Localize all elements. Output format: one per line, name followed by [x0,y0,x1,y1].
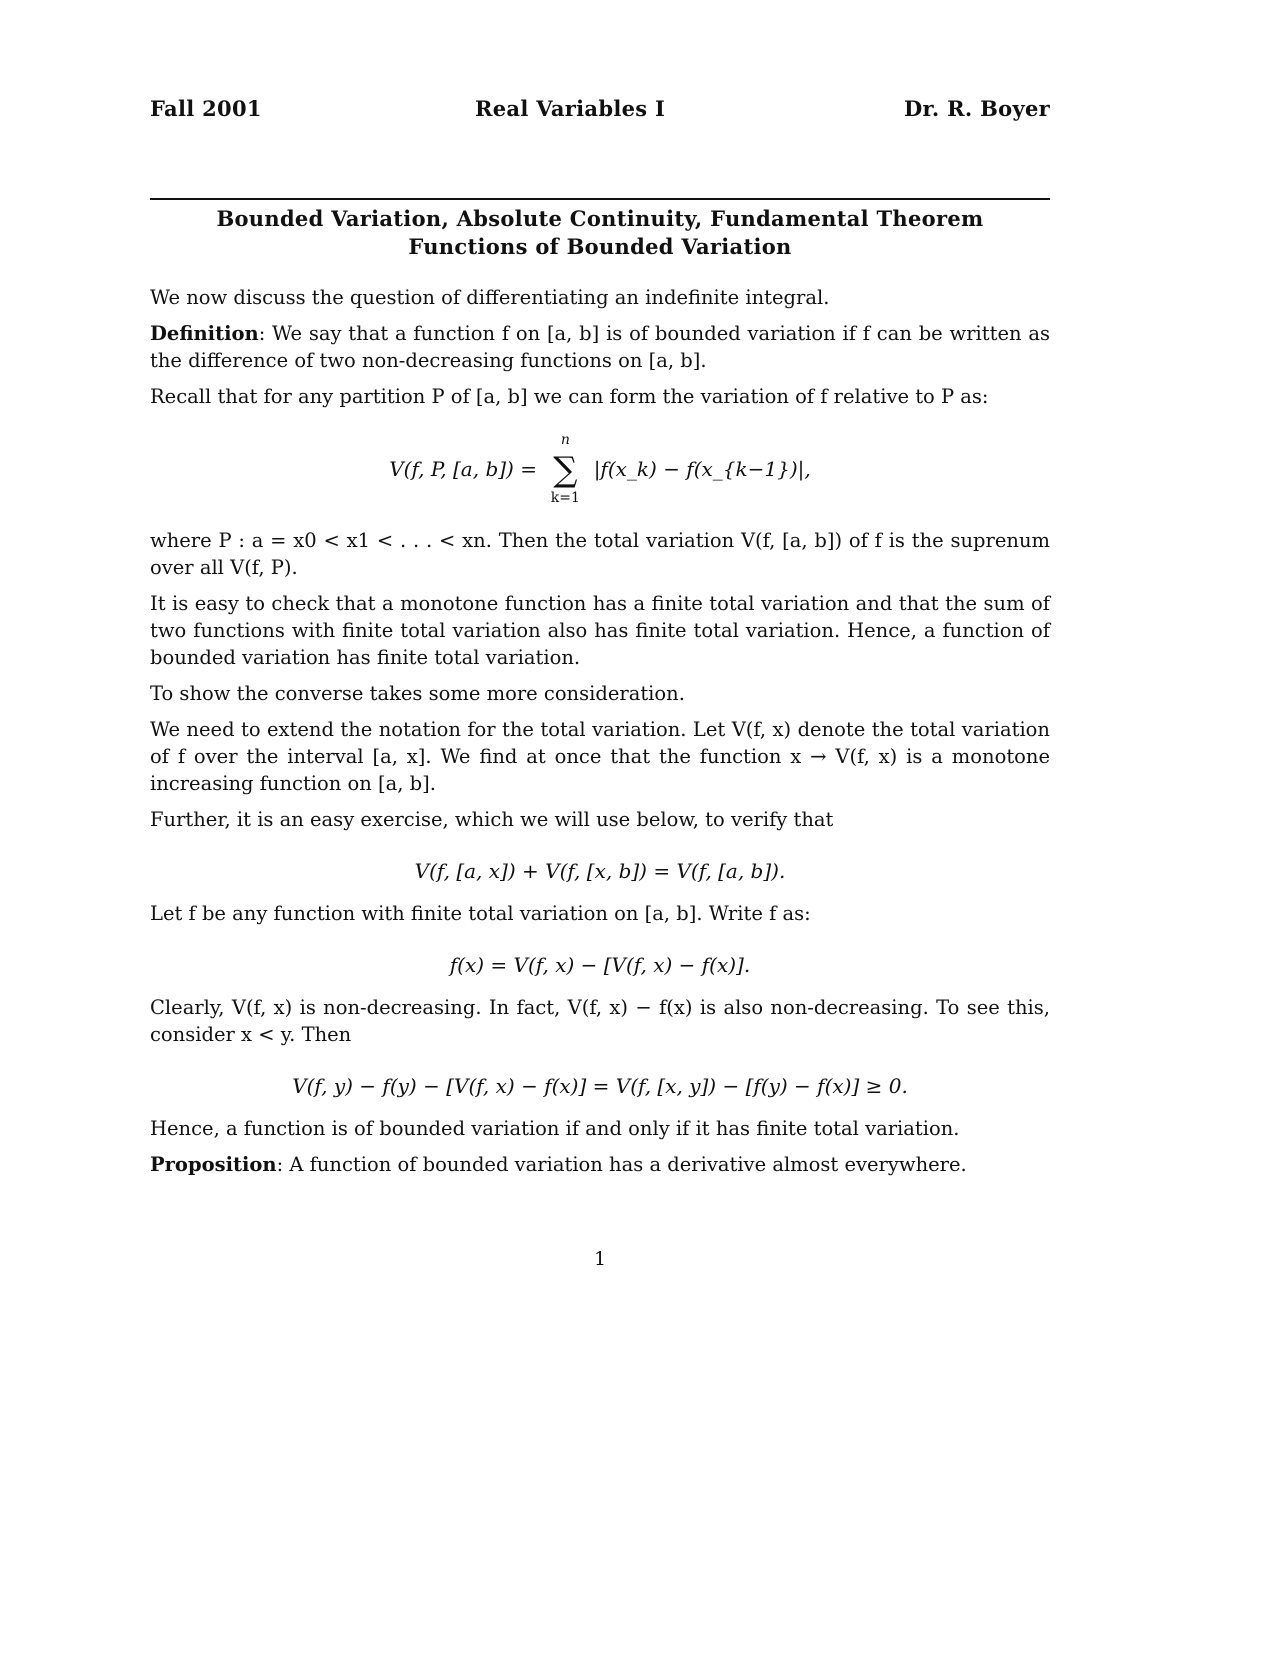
title-rule [150,198,1050,200]
definition-paragraph [150,320,1050,374]
main-title: Bounded Variation, Absolute Continuity, Fundamental Theorem [216,206,984,231]
header-term: Fall 2001 [150,96,262,121]
paragraph-converse: To show the converse takes some more consideration. [150,682,685,705]
paragraph-intro: We now discuss the question of differentiating an indefinite integral. [150,286,830,309]
paragraph-conclusion: Hence, a function is of bounded variation if and only if it has finite total variation. [150,1117,960,1140]
summation [545,432,585,506]
paragraph-exercise: Further, it is an easy exercise, which we will use below, to verify that [150,808,834,831]
paragraph-clearly: Clearly, V(f, x) is non-decreasing. In fact, V(f, x) − f(x) is also non-decreasing. To see this, consider x < y. Then [150,996,1050,1046]
paragraph-recall: Recall that for any partition P of [a, b] we can form the variation of f relative to P as: [150,385,989,408]
definition-text: : We say that a function f on [a, b] is of bounded variation if f can be written as the difference of two non-decreasing functions on [a, b]. [150,322,1050,372]
sigma-symbol: ∑ [553,450,578,490]
equation-additivity: V(f, [a, x]) + V(f, [x, b]) = V(f, [a, b]). [414,859,786,883]
body-text [150,284,1050,1187]
proposition-text: : A function of bounded variation has a derivative almost everywhere. [276,1153,967,1176]
header-author: Dr. R. Boyer [903,96,1050,121]
header-course: Real Variables I [475,96,666,121]
sum-upper-limit: n [560,432,570,448]
proposition-paragraph [150,1151,1050,1178]
definition-label: Definition [150,322,259,345]
eq1-lhs: V(f, P, [a, b]) = [389,457,537,481]
paragraph-total-variation: where P : a = x0 < x1 < . . . < xn. Then the total variation V(f, [a, b]) of f is the suprenum over all V(f, P). [150,529,1050,579]
page-number: 1 [593,1248,607,1270]
proposition-label: Proposition [150,1153,277,1176]
title-block [150,205,1050,261]
equation-decomposition: f(x) = V(f, x) − [V(f, x) − f(x)]. [449,953,751,977]
equation-variation [150,419,1050,527]
paragraph-notation: We need to extend the notation for the total variation. Let V(f, x) denote the total variation of f over the interval [a, x]. We find at once that the function x → V(f, x) is a monotone increasing function on [a, b]. [150,718,1050,795]
equation-inequality: V(f, y) − f(y) − [V(f, x) − f(x)] = V(f, [x, y]) − [f(y) − f(x)] ≥ 0. [292,1074,908,1098]
sum-lower-limit: k=1 [550,490,580,506]
paragraph-monotone: It is easy to check that a monotone function has a finite total variation and that the sum of two functions with finite total variation also has finite total variation. Hence, a function of bounded variation has finite total variation. [150,592,1050,669]
section-title: Functions of Bounded Variation [408,234,792,259]
paragraph-write-f: Let f be any function with finite total variation on [a, b]. Write f as: [150,902,811,925]
eq1-rhs: |f(x_k) − f(x_{k−1})|, [593,457,811,481]
